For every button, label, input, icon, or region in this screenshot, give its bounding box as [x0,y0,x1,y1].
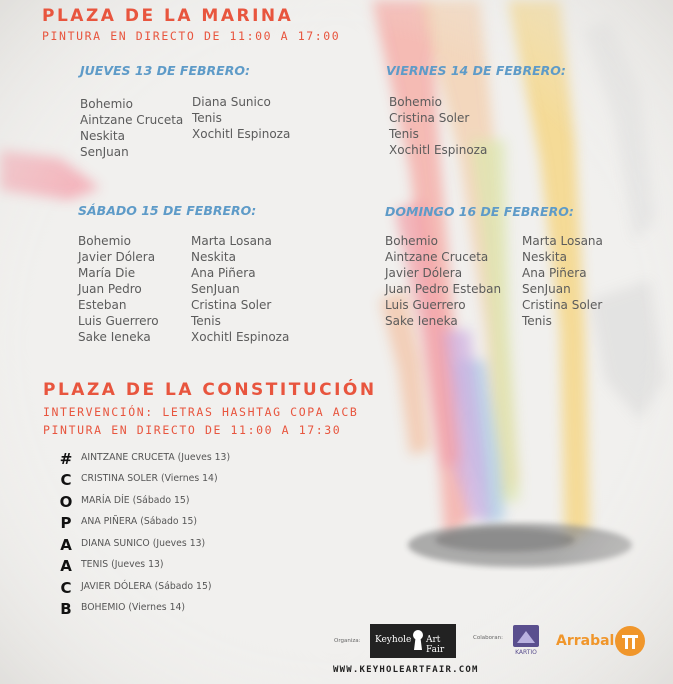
artist-name: SenJuan [191,282,240,296]
artist-name: Xochitl Espinoza [389,143,488,157]
artist-name: Neskita [80,129,125,143]
hashtag-letter: C [60,471,72,489]
domingo-col2 [522,233,603,329]
artist-name: Tenis [522,314,552,328]
day-heading-domingo: DOMINGO 16 DE FEBRERO: [385,204,574,219]
artist-name: Bohemio [385,234,438,248]
artist-name: Neskita [191,250,236,264]
artist-name: Cristina Soler [522,298,603,312]
domingo-col1 [385,233,501,329]
letter-row-text: DIANA SUNICO (Jueves 13) [81,538,206,549]
hashtag-letter: O [59,493,73,511]
kartio-icon [511,625,541,649]
artist-name: Bohemio [80,97,133,111]
kartio-logo [511,625,541,659]
artist-name: Cristina Soler [389,111,470,125]
artist-name: Juan Pedro Esteban [385,282,502,296]
artist-name: María Die [78,266,136,280]
jueves-col1 [80,96,183,160]
day-heading-viernes: VIERNES 14 DE FEBRERO: [386,63,566,78]
artist-name: Diana Sunico [192,95,271,109]
artist-name: Luis Guerrero [78,314,159,328]
hashtag-letter: P [60,514,72,532]
marina-subtitle: PINTURA EN DIRECTO DE 11:00 A 17:00 [42,29,341,43]
keyhole-icon [412,629,424,651]
day-heading-jueves: JUEVES 13 DE FEBRERO: [80,63,250,78]
artist-name: Tenis [389,127,419,141]
marina-title: PLAZA DE LA MARINA [42,6,294,26]
arrabal-icon [614,625,646,657]
sabado-col2 [191,233,289,345]
hashtag-letter: B [60,600,72,618]
hashtag-letter: A [60,557,72,575]
letter-row-text: MARÍA DÍE (Sábado 15) [81,495,190,506]
artist-name: Tenis [192,111,222,125]
artist-name: Tenis [191,314,221,328]
keyhole-logo-left: Keyhole [375,635,412,645]
hashtag-letter: A [60,536,72,554]
artist-name: Bohemio [78,234,131,248]
artist-name: Sake Ieneka [78,330,151,344]
keyhole-art-fair-logo [370,624,456,658]
artist-name: SenJuan [522,282,571,296]
artist-name: Xochitl Espinoza [191,330,290,344]
arrabal-logo [556,624,648,658]
arrabal-label: Arrabal [556,633,615,649]
artist-name: Marta Losana [522,234,603,248]
artist-name: Neskita [522,250,567,264]
artist-name: Javier Dólera [385,266,463,280]
artist-name: Aintzane Cruceta [385,250,489,264]
artist-name: Esteban [78,298,127,312]
artist-name: Aintzane Cruceta [80,113,184,127]
artist-name: Sake Ieneka [385,314,458,328]
hashtag-letter: C [60,579,72,597]
artist-name: SenJuan [80,145,129,159]
artist-name: Juan Pedro [78,282,142,296]
kartio-label: KARTIO [515,649,537,656]
artist-name: Ana Piñera [191,266,256,280]
hashtag-letter: # [59,450,73,468]
letter-row-text: AINTZANE CRUCETA (Jueves 13) [81,452,231,463]
artist-name: Cristina Soler [191,298,272,312]
website-url: WWW.KEYHOLEARTFAIR.COM [333,665,479,675]
hashtag-letter-list [58,450,358,620]
viernes-col1 [389,94,487,158]
artist-name: Javier Dólera [78,250,156,264]
constitucion-title: PLAZA DE LA CONSTITUCIÓN [43,380,377,400]
artist-name: Ana Piñera [522,266,587,280]
day-heading-sabado: SÁBADO 15 DE FEBRERO: [78,203,257,218]
jueves-col2 [192,94,290,142]
artist-name: Bohemio [389,95,442,109]
colaboran-label: Colaboran: [473,635,503,641]
keyhole-logo-right: Art Fair [426,635,445,655]
constitucion-subtitle-2: PINTURA EN DIRECTO DE 11:00 A 17:30 [43,423,342,437]
letter-row-text: ANA PIÑERA (Sábado 15) [81,516,198,527]
artist-name: Marta Losana [191,234,272,248]
artist-name: Luis Guerrero [385,298,466,312]
organiza-label: Organiza: [334,638,361,644]
letter-row-text: CRISTINA SOLER (Viernes 14) [81,473,218,484]
letter-row-text: JAVIER DÓLERA (Sábado 15) [81,581,212,592]
letter-row-text: TENIS (Jueves 13) [81,559,164,570]
constitucion-subtitle-1: INTERVENCIÓN: LETRAS HASHTAG COPA ACB [43,405,359,419]
letter-row-text: BOHEMIO (Viernes 14) [81,602,186,613]
artist-name: Xochitl Espinoza [192,127,291,141]
sabado-col1 [78,233,159,345]
